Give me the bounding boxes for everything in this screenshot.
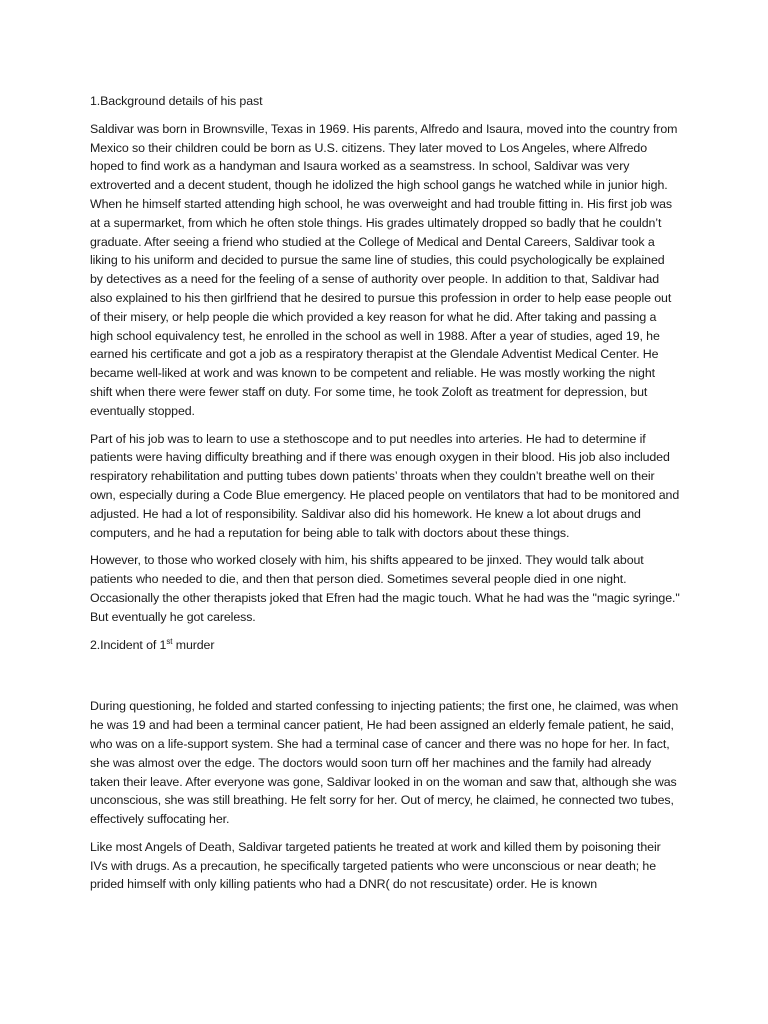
heading-text: 2.Incident of 1 (90, 637, 167, 652)
paragraph-background-3: However, to those who worked closely with him, his shifts appeared to be jinxed. They would talk about patients who needed to die, and then that person died. Sometimes several people died in one night. Occasionally the other therapists joked that Efren had the magic touch. What he had was the "magic syringe." But eventually he got careless. (90, 553, 680, 624)
heading-text-suffix: murder (172, 637, 215, 652)
blank-space (90, 663, 680, 697)
paragraph-murder-2: Like most Angels of Death, Saldivar targeted patients he treated at work and killed them by poisoning their IVs with drugs. As a precaution, he specifically targeted patients who were unconscious or near death; he prided himself with only killing patients who had a DNR( do not rescusitate) order. He is known (90, 839, 661, 892)
section-heading-background: 1.Background details of his past (90, 94, 263, 108)
ordinal-superscript: st (166, 636, 173, 646)
section-heading-first-murder (90, 636, 680, 655)
paragraph-background-1: Saldivar was born in Brownsville, Texas in 1969. His parents, Alfredo and Isaura, moved into the country from Mexico so their children could be born as U.S. citizens. They later moved to Los Angeles, where Alfredo hoped to find work as a handyman and Isaura worked as a seamstress. In school, Saldivar was very extroverted and a decent student, though he idolized the high school gangs he watched while in junior high. When he himself started attending high school, he was overweight and had trouble fitting in. His first job was at a supermarket, from which he often stole things. His grades ultimately dropped so badly that he couldn’t graduate. After seeing a friend who studied at the College of Medical and Dental Careers, Saldivar took a liking to his uniform and decided to pursue the same line of studies, this could psychologically be explained by detectives as a need for the feeling of a sense of authority over people. In addition to that, Saldivar had also explained to his then girlfriend that he desired to pursue this profession in order to help ease people out of their misery, or help people die which provided a key reason for what he did. After taking and passing a high school equivalency test, he enrolled in the school as well in 1988. After a year of studies, aged 19, he earned his certificate and got a job as a respiratory therapist at the Glendale Adventist Medical Center. He became well-liked at work and was known to be competent and reliable. He was mostly working the night shift when there were fewer staff on duty. For some time, he took Zoloft as treatment for depression, but eventually stopped. (90, 121, 678, 418)
paragraph-background-2: Part of his job was to learn to use a stethoscope and to put needles into arteries. He had to determine if patients were having difficulty breathing and if there was enough oxygen in their blood. His job also included respiratory rehabilitation and putting tubes down patients’ throats when they couldn’t breathe well on their own, especially during a Code Blue emergency. He placed people on ventilators that had to be monitored and adjusted. He had a lot of responsibility. Saldivar also did his homework. He knew a lot about drugs and computers, and he had a reputation for being able to talk with doctors about these things. (90, 431, 680, 540)
document-page (90, 92, 680, 903)
paragraph-murder-1: During questioning, he folded and started confessing to injecting patients; the first one, he claimed, was when he was 19 and had been a terminal cancer patient, He had been assigned an elderly female patient, he said, who was on a life-support system. She had a terminal case of cancer and there was no hope for her. In fact, she was almost over the edge. The doctors would soon turn off her machines and the family had already taken their leave. After everyone was gone, Saldivar looked in on the woman and saw that, although she was unconscious, she was still breathing. He felt sorry for her. Out of mercy, he claimed, he connected two tubes, effectively suffocating her. (90, 699, 679, 827)
